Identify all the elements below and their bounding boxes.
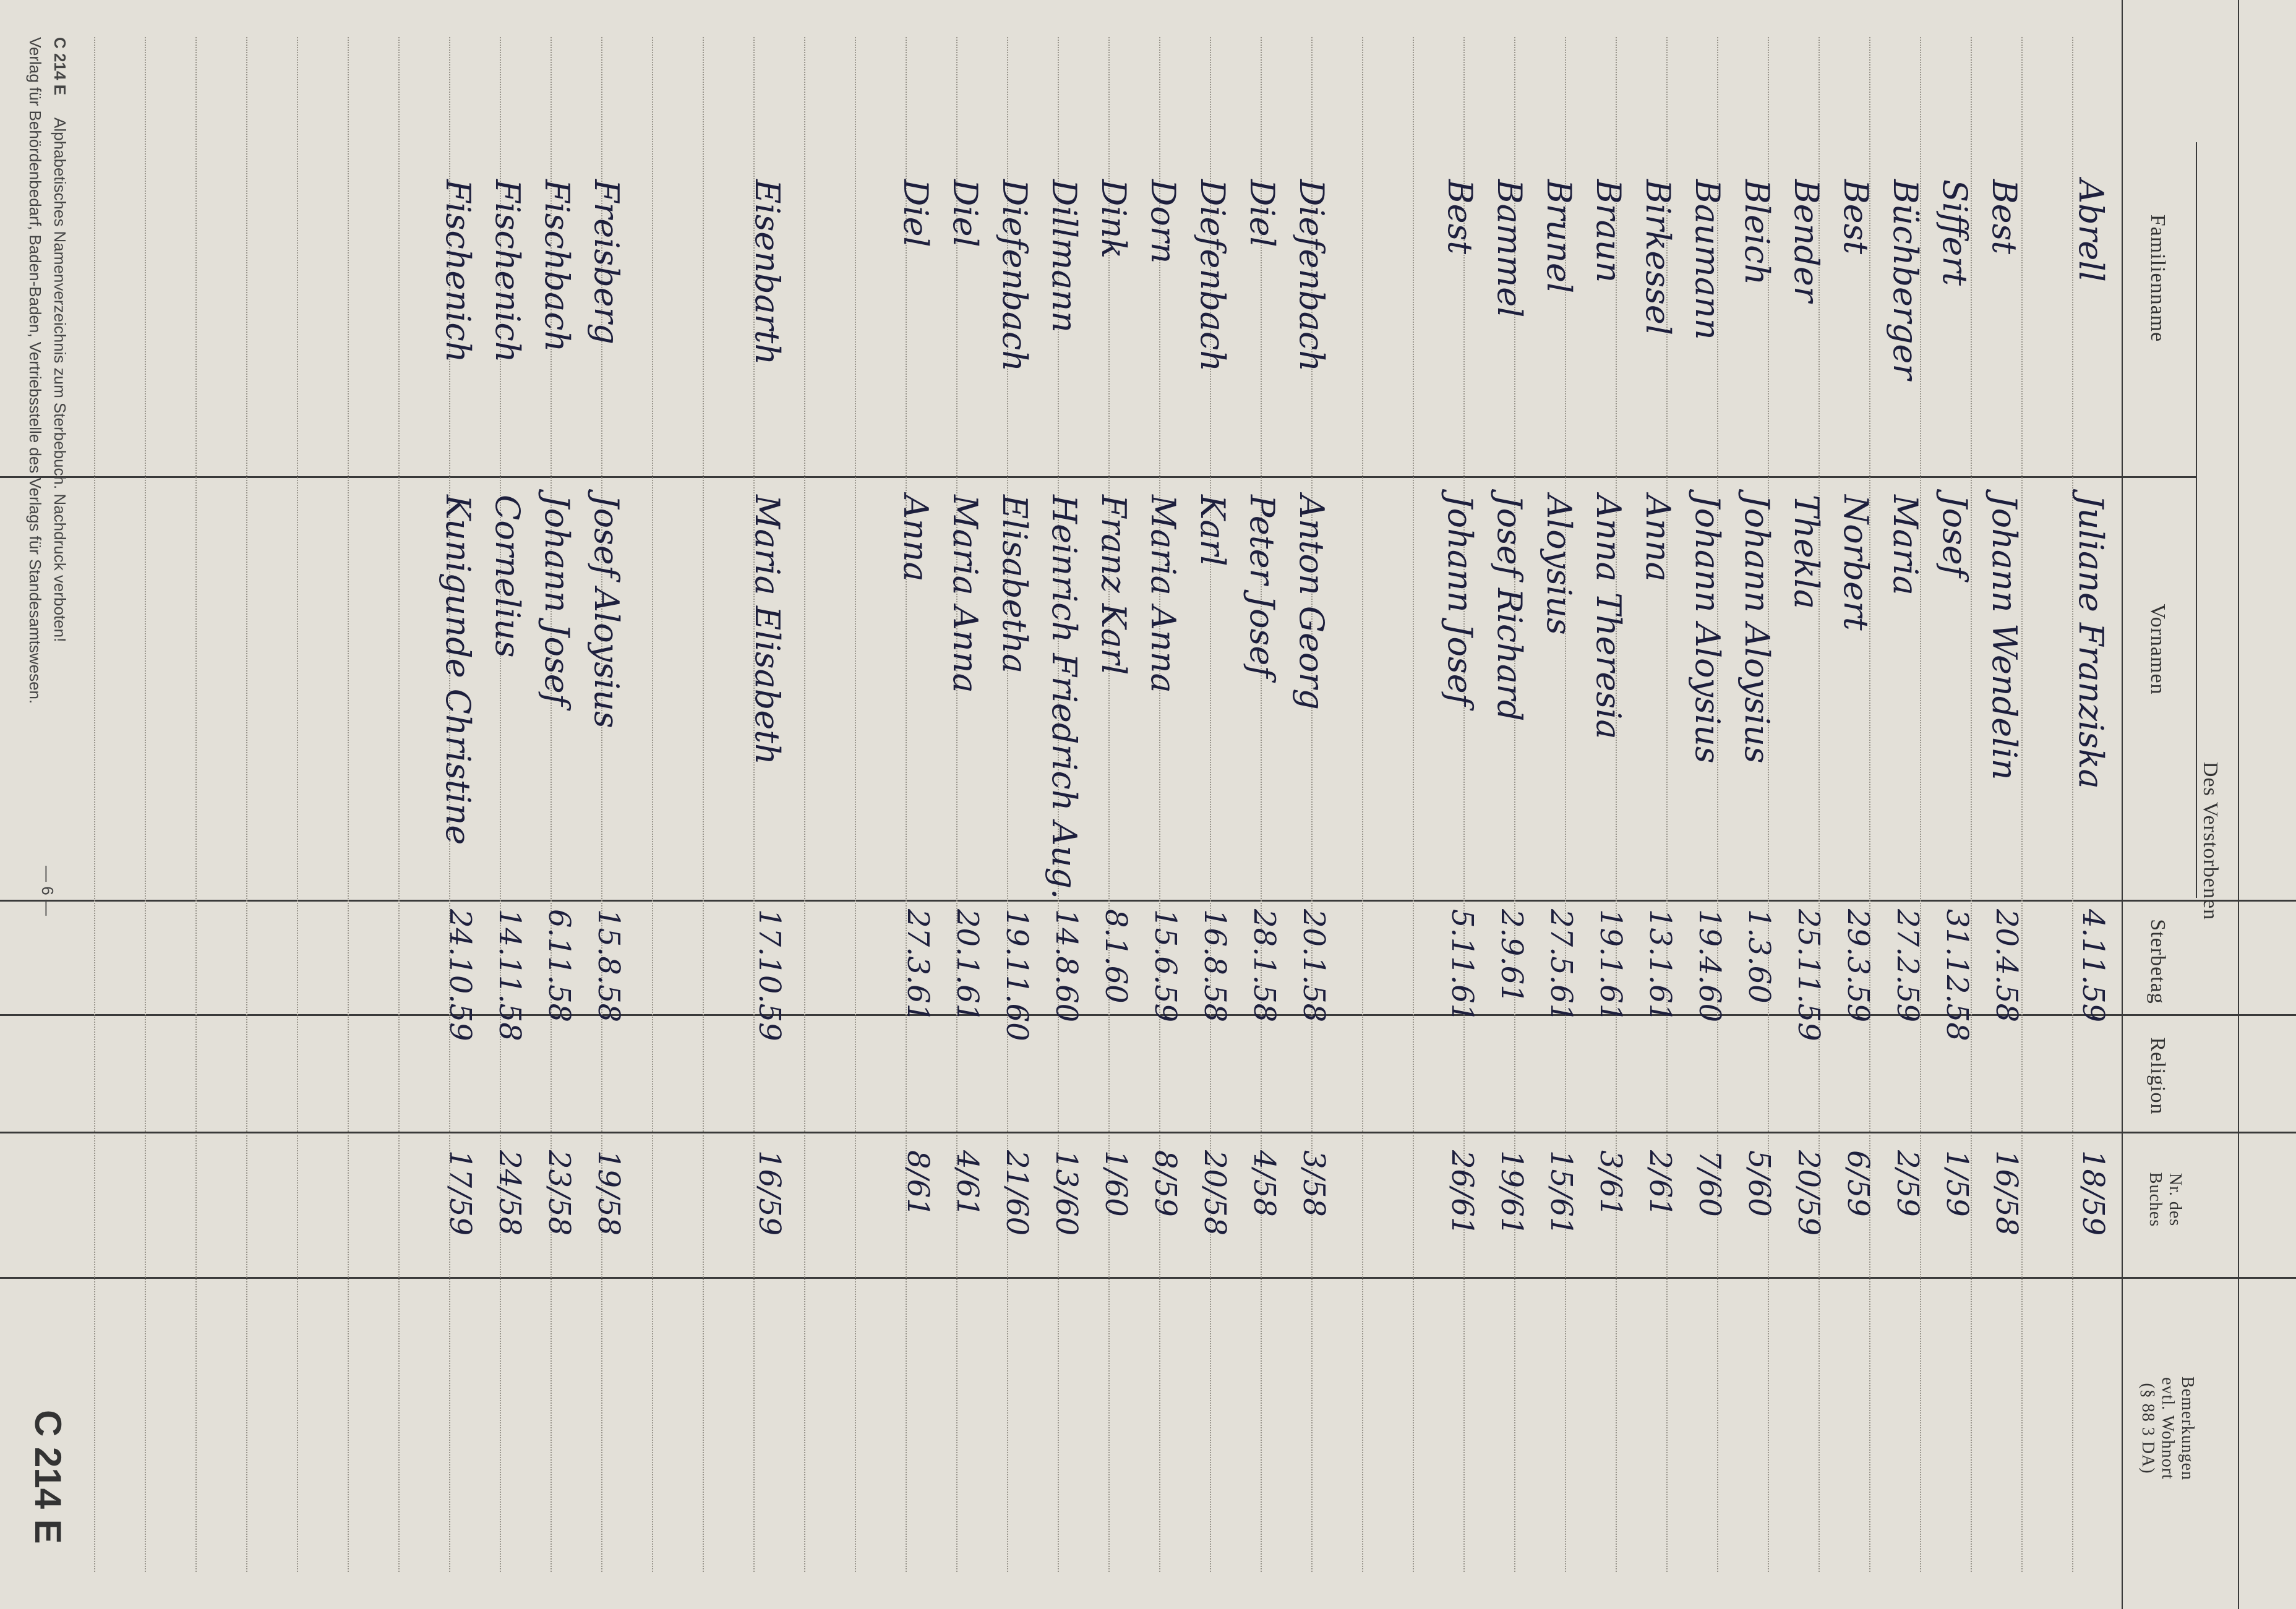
cell-given-names: Juliane Franziska: [2071, 495, 2110, 789]
ruling-line: [652, 37, 653, 1572]
cell-family-name: Siffert: [1935, 179, 1974, 286]
cell-given-names: Maria: [1886, 495, 1925, 595]
cell-book-number: 3/61: [1593, 1150, 1628, 1217]
cell-death-day: 27.3.61: [901, 909, 935, 1023]
cell-book-number: 5/60: [1742, 1150, 1776, 1217]
cell-given-names: Aloysius: [1540, 495, 1578, 635]
cell-given-names: Maria Elisabeth: [748, 495, 787, 765]
cell-given-names: Franz Karl: [1094, 495, 1133, 675]
cell-family-name: Best: [1985, 179, 2024, 255]
cell-family-name: Diefenbach: [1193, 179, 1232, 372]
cell-book-number: 20/59: [1791, 1150, 1826, 1236]
cell-book-number: 6/59: [1841, 1150, 1875, 1217]
cell-death-day: 5.11.61: [1445, 909, 1480, 1023]
ruling-line: [1261, 37, 1262, 1572]
top-rule: [2238, 0, 2239, 1609]
cell-given-names: Kunigunde Christine: [439, 495, 478, 845]
cell-given-names: Anton Georg: [1292, 495, 1331, 710]
cell-book-number: 21/60: [1000, 1150, 1034, 1236]
cell-family-name: Birkessel: [1638, 179, 1677, 336]
cell-book-number: 1/59: [1940, 1150, 1974, 1217]
cell-family-name: Fischbach: [538, 179, 576, 352]
form-code-small: C 214 E: [51, 37, 69, 95]
divider-religion-book: [0, 1132, 2296, 1133]
cell-family-name: Büchberger: [1886, 179, 1925, 380]
cell-family-name: Braun: [1589, 179, 1628, 283]
ruling-line: [1108, 37, 1110, 1572]
cell-book-number: 8/59: [1148, 1150, 1183, 1217]
ruling-line: [1413, 37, 1414, 1572]
cell-death-day: 8.1.60: [1099, 909, 1133, 1004]
cell-death-day: 20.1.61: [950, 909, 985, 1023]
header-death-day: Sterbetag: [2146, 919, 2169, 1004]
cell-death-day: 29.3.59: [1841, 909, 1875, 1023]
cell-given-names: Josef Aloysius: [587, 495, 626, 728]
cell-family-name: Bender: [1787, 179, 1826, 302]
cell-book-number: 17/59: [443, 1150, 478, 1236]
cell-family-name: Brunel: [1540, 179, 1578, 294]
cell-book-number: 23/58: [542, 1150, 576, 1236]
cell-family-name: Dink: [1094, 179, 1133, 259]
ruling-line: [94, 37, 95, 1572]
cell-death-day: 17.10.59: [752, 909, 787, 1041]
ruling-line: [195, 37, 197, 1572]
cell-family-name: Dillmann: [1045, 179, 1084, 333]
cell-book-number: 8/61: [901, 1150, 935, 1217]
cell-given-names: Norbert: [1836, 495, 1875, 631]
cell-death-day: 1.3.60: [1742, 909, 1776, 1004]
cell-death-day: 19.4.60: [1692, 909, 1727, 1023]
cell-family-name: Bleich: [1737, 179, 1776, 286]
header-book-number: [2145, 1138, 2185, 1261]
cell-family-name: Abrell: [2071, 179, 2110, 282]
cell-death-day: 28.1.58: [1247, 909, 1282, 1023]
cell-given-names: Peter Josef: [1243, 495, 1282, 678]
ruling-line: [906, 37, 907, 1572]
cell-death-day: 25.11.59: [1791, 909, 1826, 1041]
cell-death-day: 19.11.60: [1000, 909, 1034, 1041]
cell-death-day: 31.12.58: [1940, 909, 1974, 1041]
header-remarks-line3: (§ 88 3 DA): [2138, 1383, 2157, 1474]
group-rule: [2196, 142, 2197, 898]
cell-given-names: Johann Wendelin: [1985, 495, 2024, 780]
cell-family-name: Diel: [1243, 179, 1282, 247]
cell-death-day: 24.10.59: [443, 909, 478, 1041]
cell-family-name: Diel: [946, 179, 985, 247]
divider-given-death: [0, 900, 2296, 902]
cell-given-names: Karl: [1193, 495, 1232, 566]
cell-family-name: Baumann: [1688, 179, 1727, 340]
divider-family-given: [0, 476, 2197, 478]
header-given-names: Vornamen: [2146, 604, 2169, 695]
cell-given-names: Elisabetha: [995, 495, 1034, 674]
cell-given-names: Josef Richard: [1490, 495, 1529, 722]
footer-line1: Alphabetisches Namenverzeichnis zum Sterbebuch. Nachdruck verboten!: [51, 117, 69, 642]
cell-family-name: Fischenich: [488, 179, 527, 363]
cell-family-name: Diel: [896, 179, 935, 247]
header-book-number-line2: Buches: [2145, 1172, 2165, 1227]
cell-book-number: 16/59: [752, 1150, 787, 1236]
ruling-line: [1869, 37, 1870, 1572]
header-book-number-line1: Nr. des: [2165, 1172, 2185, 1227]
cell-family-name: Fischenich: [439, 179, 478, 363]
divider-book-remarks: [0, 1277, 2296, 1279]
cell-family-name: Diefenbach: [995, 179, 1034, 372]
cell-given-names: Johann Josef: [538, 495, 576, 706]
cell-given-names: Thekla: [1787, 495, 1826, 609]
cell-book-number: 7/60: [1692, 1150, 1727, 1217]
cell-death-day: 20.4.58: [1989, 909, 2024, 1023]
cell-family-name: Eisenbarth: [748, 179, 787, 365]
footer-line2: Verlag für Behördenbedarf, Baden-Baden, Vertriebsstelle des Verlags für Standesamtswesen.: [26, 37, 45, 704]
cell-book-number: 4/61: [950, 1150, 985, 1217]
form-code-large: C 214 E: [27, 1410, 69, 1544]
ruling-line: [2021, 37, 2023, 1572]
cell-death-day: 19.1.61: [1593, 909, 1628, 1023]
cell-death-day: 6.11.58: [542, 909, 576, 1023]
cell-given-names: Cornelius: [488, 495, 527, 658]
cell-book-number: 26/61: [1445, 1150, 1480, 1236]
header-remarks: [2137, 1311, 2197, 1546]
cell-family-name: Freisberg: [587, 179, 626, 345]
ruling-line: [297, 37, 298, 1572]
cell-book-number: 13/60: [1049, 1150, 1084, 1236]
cell-given-names: Maria Anna: [1144, 495, 1183, 693]
cell-book-number: 18/59: [2076, 1150, 2110, 1236]
cell-book-number: 1/60: [1099, 1150, 1133, 1217]
group-title: Des Verstorbenen: [2199, 761, 2222, 921]
cell-death-day: 2.9.61: [1494, 909, 1529, 1004]
cell-family-name: Bammel: [1490, 179, 1529, 318]
cell-given-names: Anna Theresia: [1589, 495, 1628, 740]
cell-death-day: 27.2.59: [1890, 909, 1925, 1023]
cell-given-names: Anna: [1638, 495, 1677, 582]
header-remarks-line2: evtl. Wohnort: [2157, 1377, 2177, 1480]
ruling-line: [246, 37, 247, 1572]
cell-book-number: 19/61: [1494, 1150, 1529, 1236]
cell-death-day: 14.11.58: [492, 909, 527, 1041]
cell-death-day: 20.1.58: [1296, 909, 1331, 1023]
ruling-line: [855, 37, 856, 1572]
cell-given-names: Josef: [1935, 495, 1974, 578]
cell-given-names: Johann Aloysius: [1688, 495, 1727, 764]
cell-death-day: 16.8.58: [1197, 909, 1232, 1023]
cell-death-day: 14.8.60: [1049, 909, 1084, 1023]
cell-death-day: 27.5.61: [1544, 909, 1578, 1023]
cell-death-day: 4.11.59: [2076, 909, 2110, 1023]
ruling-line: [804, 37, 805, 1572]
cell-given-names: Maria Anna: [946, 495, 985, 693]
cell-given-names: Anna: [896, 495, 935, 582]
ruling-line: [703, 37, 704, 1572]
ruling-line: [956, 37, 957, 1572]
cell-death-day: 15.6.59: [1148, 909, 1183, 1023]
cell-death-day: 15.8.58: [591, 909, 626, 1023]
cell-book-number: 2/59: [1890, 1150, 1925, 1217]
cell-book-number: 4/58: [1247, 1150, 1282, 1217]
header-bottom-rule: [2122, 0, 2123, 1609]
ruling-line: [1159, 37, 1160, 1572]
cell-book-number: 19/58: [591, 1150, 626, 1236]
cell-given-names: Heinrich Friedrich Aug.: [1045, 495, 1084, 900]
cell-book-number: 16/58: [1989, 1150, 2024, 1236]
cell-death-day: 13.1.61: [1643, 909, 1677, 1023]
cell-given-names: Johann Aloysius: [1737, 495, 1776, 764]
cell-book-number: 20/58: [1197, 1150, 1232, 1236]
cell-family-name: Diefenbach: [1292, 179, 1331, 372]
ruling-line: [1362, 37, 1363, 1572]
cell-book-number: 2/61: [1643, 1150, 1677, 1217]
ruling-line: [1463, 37, 1465, 1572]
header-remarks-line1: Bemerkungen: [2178, 1376, 2197, 1481]
cell-family-name: Best: [1441, 179, 1480, 255]
ruling-line: [145, 37, 146, 1572]
cell-book-number: 3/58: [1296, 1150, 1331, 1217]
cell-given-names: Johann Josef: [1441, 495, 1480, 706]
cell-family-name: Dorn: [1144, 179, 1183, 264]
header-religion: Religion: [2146, 1037, 2169, 1115]
ruling-line: [398, 37, 400, 1572]
header-family-name: Familienname: [2146, 214, 2169, 343]
ruling-line: [348, 37, 349, 1572]
cell-book-number: 24/58: [492, 1150, 527, 1236]
cell-book-number: 15/61: [1544, 1150, 1578, 1236]
page-number: — 6 —: [38, 866, 57, 916]
cell-family-name: Best: [1836, 179, 1875, 255]
